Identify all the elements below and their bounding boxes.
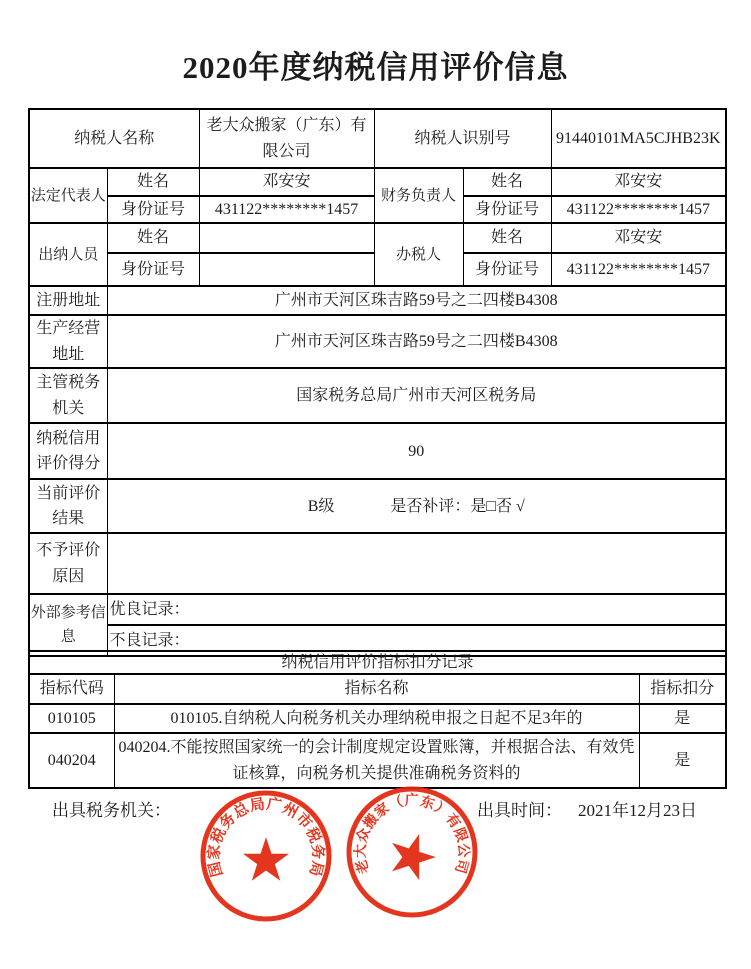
tax-agent-id: 431122********1457 — [551, 253, 726, 286]
finance-officer-id: 431122********1457 — [551, 196, 726, 224]
cashier-label: 出纳人员 — [29, 223, 107, 286]
taxpayer-info-table — [28, 108, 727, 657]
indicator-code: 010105 — [29, 704, 114, 733]
table-row — [29, 286, 726, 315]
credit-score-label: 纳税信用评价得分 — [29, 423, 107, 479]
legal-rep-label: 法定代表人 — [29, 168, 107, 223]
stamp-ring — [349, 789, 475, 915]
id-no-label: 身份证号 — [107, 196, 199, 224]
taxpayer-id-label: 纳税人识别号 — [374, 109, 551, 168]
tax-authority-stamp — [196, 786, 336, 926]
table-row — [29, 223, 726, 253]
indicator-deduction: 是 — [639, 733, 726, 788]
table-row — [29, 109, 726, 168]
id-no-label: 身份证号 — [463, 196, 551, 224]
tax-authority-value: 国家税务总局广州市天河区税务局 — [107, 368, 726, 423]
issuer-label: 出具税务机关： — [52, 801, 171, 820]
legal-rep-id: 431122********1457 — [199, 196, 374, 224]
id-no-label: 身份证号 — [463, 253, 551, 286]
indicator-name: 040204.不能按照国家统一的会计制度规定设置账簿，并根据合法、有效凭证核算，向税务机关提供准确税务资料的 — [114, 733, 639, 788]
deduction-section-title: 纳税信用评价指标扣分记录 — [29, 651, 726, 674]
name-label: 姓名 — [107, 168, 199, 196]
finance-officer-label: 财务负责人 — [374, 168, 463, 223]
credit-grade: B级 — [307, 497, 335, 515]
business-address-label: 生产经营地址 — [29, 315, 107, 368]
indicator-name: 010105.自纳税人向税务机关办理纳税申报之日起不足3年的 — [114, 704, 639, 733]
external-ref-label: 外部参考信息 — [29, 594, 107, 656]
table-row — [29, 168, 726, 196]
header-indicator-code: 指标代码 — [29, 674, 114, 704]
header-indicator-deduction: 指标扣分 — [639, 674, 726, 704]
tax-agent-label: 办税人 — [374, 223, 463, 286]
finance-officer-name: 邓安安 — [551, 168, 726, 196]
cashier-name — [199, 223, 374, 253]
no-eval-reason-value — [107, 533, 726, 594]
header-indicator-name: 指标名称 — [114, 674, 639, 704]
name-label: 姓名 — [463, 223, 551, 253]
table-row — [29, 594, 726, 625]
page-title: 2020年度纳税信用评价信息 — [182, 50, 569, 85]
table-row — [29, 423, 726, 479]
indicator-deduction: 是 — [639, 704, 726, 733]
name-label: 姓名 — [107, 223, 199, 253]
table-row — [29, 315, 726, 368]
taxpayer-name-label: 纳税人名称 — [29, 109, 199, 168]
current-result-value — [107, 479, 726, 533]
credit-score-value: 90 — [107, 423, 726, 479]
legal-rep-name: 邓安安 — [199, 168, 374, 196]
taxpayer-name-value: 老大众搬家（广东）有限公司 — [199, 109, 374, 168]
star-icon: ★ — [376, 815, 448, 897]
name-label: 姓名 — [463, 168, 551, 196]
table-row — [29, 479, 726, 533]
svg-text:国家税务总局广州市税务局 — [205, 795, 328, 879]
star-icon: ★ — [239, 826, 293, 894]
company-stamp — [342, 782, 482, 922]
table-row — [29, 733, 726, 788]
business-address-value: 广州市天河区珠吉路59号之二四楼B4308 — [107, 315, 726, 368]
id-no-label: 身份证号 — [107, 253, 199, 286]
taxpayer-id-value: 91440101MA5CJHB23K — [551, 109, 726, 168]
cashier-id — [199, 253, 374, 286]
registered-address-label: 注册地址 — [29, 286, 107, 315]
table-row — [29, 704, 726, 733]
tax-authority-label: 主管税务机关 — [29, 368, 107, 423]
current-result-label: 当前评价结果 — [29, 479, 107, 533]
issue-time-value: 2021年12月23日 — [578, 801, 697, 820]
good-record-label: 优良记录： — [107, 594, 726, 625]
indicator-code: 040204 — [29, 733, 114, 788]
table-row — [29, 533, 726, 594]
no-eval-reason-label: 不予评价原因 — [29, 533, 107, 594]
svg-text:老大众搬家（广东）有限公司 — [352, 792, 472, 876]
issue-time-label: 出具时间： — [477, 801, 562, 820]
supplement-evaluation: 是否补评：是□否 √ — [390, 497, 525, 515]
tax-agent-name: 邓安安 — [551, 223, 726, 253]
bad-record-label: 不良记录： — [107, 625, 726, 656]
issue-time — [477, 796, 697, 821]
table-row — [29, 368, 726, 423]
stamp-text: 国家税务总局广州市税务局 — [205, 795, 327, 879]
table-row — [29, 651, 726, 674]
table-header-row — [29, 674, 726, 704]
registered-address-value: 广州市天河区珠吉路59号之二四楼B4308 — [107, 286, 726, 315]
stamp-text: 老大众搬家（广东）有限公司 — [351, 792, 473, 876]
stamp-ring — [203, 793, 329, 919]
deduction-records-table — [28, 650, 727, 789]
